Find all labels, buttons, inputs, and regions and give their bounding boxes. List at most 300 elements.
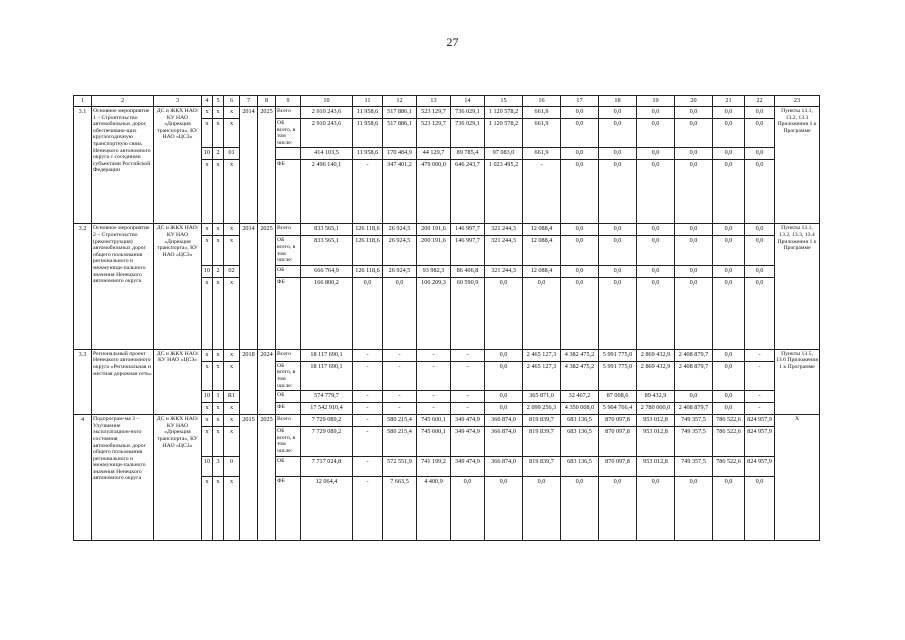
budget-code: x (202, 427, 213, 456)
amount-cell: 321 244,3 (485, 236, 523, 265)
amount-cell: 517 886,1 (383, 119, 417, 148)
amount-cell: 0,0 (451, 476, 485, 540)
amount-cell: 26 924,5 (383, 224, 417, 236)
amount-cell: 0,0 (485, 476, 523, 540)
amount-cell: 2 496 140,1 (301, 160, 353, 224)
budget-code: x (213, 361, 224, 390)
program-reference: Пункты 13.5, 13.6 Приложения 1 к Программе (775, 349, 820, 414)
budget-code: x (202, 415, 213, 427)
amount-cell: 2 099 256,3 (523, 403, 561, 415)
amount-cell: - (523, 160, 561, 224)
amount-cell: 661,9 (523, 119, 561, 148)
amount-cell: 126 118,6 (353, 265, 383, 277)
amount-cell: 2 780 000,0 (637, 403, 675, 415)
amount-cell: 0,0 (599, 265, 637, 277)
amount-cell: 349 474,9 (451, 456, 485, 476)
amount-cell: 2 465 127,3 (523, 349, 561, 361)
header-cell: 21 (713, 96, 745, 107)
amount-cell: 683 136,5 (561, 456, 599, 476)
amount-cell: 870 097,8 (599, 415, 637, 427)
amount-cell: 321 244,3 (485, 265, 523, 277)
amount-cell: 4 400,9 (417, 476, 451, 540)
budget-code: 10 (202, 391, 213, 403)
amount-cell: - (353, 361, 383, 390)
amount-cell: 366 874,0 (485, 415, 523, 427)
amount-cell: 580 215,4 (383, 427, 417, 456)
budget-code: 10 (202, 456, 213, 476)
amount-cell: - (745, 403, 775, 415)
amount-cell: 1 120 578,2 (485, 107, 523, 119)
budget-code: x (202, 160, 213, 224)
budget-code: x (224, 224, 240, 236)
budget-code: x (202, 107, 213, 119)
amount-cell: 126 118,6 (353, 236, 383, 265)
amount-cell: 2 408 879,7 (675, 403, 713, 415)
header-row (74, 96, 820, 107)
amount-cell: 5 991 775,0 (599, 349, 637, 361)
amount-cell: 0,0 (599, 148, 637, 160)
header-cell: 15 (485, 96, 523, 107)
amount-cell: 523 129,7 (417, 119, 451, 148)
amount-cell: 786 522,6 (713, 415, 745, 427)
year-end: 2025 (258, 224, 276, 349)
amount-cell: - (417, 403, 451, 415)
amount-cell: 824 957,9 (745, 456, 775, 476)
amount-cell: 0,0 (713, 391, 745, 403)
program-reference: Пункты 13.1, 13.2, 13.3 Приложения 1 к Программе (775, 107, 820, 224)
budget-code: x (202, 236, 213, 265)
item-number: 3.3 (74, 349, 92, 414)
amount-cell: 0,0 (561, 277, 599, 349)
amount-cell: 0,0 (675, 476, 713, 540)
budget-code: x (213, 403, 224, 415)
budget-code: 2 (213, 265, 224, 277)
amount-cell: 170 484,9 (383, 148, 417, 160)
amount-cell: 0,0 (675, 148, 713, 160)
budget-code: x (213, 107, 224, 119)
header-cell: 17 (561, 96, 599, 107)
amount-cell: 517 886,1 (383, 107, 417, 119)
amount-cell: 166 800,2 (301, 277, 353, 349)
amount-cell: 0,0 (637, 277, 675, 349)
amount-cell: 97 083,0 (485, 148, 523, 160)
amount-cell: 93 982,3 (417, 265, 451, 277)
amount-cell: 0,0 (523, 476, 561, 540)
amount-cell: 580 215,4 (383, 415, 417, 427)
amount-cell: 819 839,7 (523, 427, 561, 456)
table-row (74, 107, 820, 119)
funding-source: ОБ (276, 391, 301, 403)
budget-code: 01 (224, 148, 240, 160)
amount-cell: 0,0 (637, 148, 675, 160)
amount-cell: 953 012,8 (637, 456, 675, 476)
amount-cell: 89 432,9 (637, 391, 675, 403)
amount-cell: - (417, 361, 451, 390)
amount-cell: 749 357,5 (675, 427, 713, 456)
amount-cell: 683 136,5 (561, 415, 599, 427)
amount-cell: 666 764,9 (301, 265, 353, 277)
header-cell: 6 (224, 96, 240, 107)
header-cell: 11 (353, 96, 383, 107)
amount-cell: 661,9 (523, 107, 561, 119)
header-cell: 8 (258, 96, 276, 107)
amount-cell: 0,0 (485, 277, 523, 349)
amount-cell: 953 012,8 (637, 415, 675, 427)
amount-cell: 572 551,9 (383, 456, 417, 476)
amount-cell: 126 118,6 (353, 224, 383, 236)
amount-cell: 0,0 (745, 119, 775, 148)
amount-cell: 12 088,4 (523, 265, 561, 277)
funding-source: ФБ (276, 277, 301, 349)
funding-source: ОБ всего, в том числе: (276, 361, 301, 390)
amount-cell: - (353, 415, 383, 427)
budget-code: x (224, 403, 240, 415)
amount-cell: 0,0 (353, 277, 383, 349)
amount-cell: 0,0 (745, 277, 775, 349)
amount-cell: 0,0 (745, 107, 775, 119)
amount-cell: - (353, 427, 383, 456)
amount-cell: - (417, 349, 451, 361)
amount-cell: 200 191,6 (417, 224, 451, 236)
table-row (74, 415, 820, 427)
budget-code: x (213, 277, 224, 349)
amount-cell: 824 957,9 (745, 415, 775, 427)
amount-cell: 4 382 475,2 (561, 349, 599, 361)
program-reference: Х (775, 415, 820, 540)
amount-cell: 0,0 (383, 277, 417, 349)
header-cell: 14 (451, 96, 485, 107)
amount-cell: 4 350 008,0 (561, 403, 599, 415)
amount-cell: 824 957,9 (745, 427, 775, 456)
amount-cell: - (353, 476, 383, 540)
amount-cell: 0,0 (561, 148, 599, 160)
amount-cell: 0,0 (485, 349, 523, 361)
amount-cell: 0,0 (745, 224, 775, 236)
funding-source: ФБ (276, 476, 301, 540)
budget-code: 1 (213, 391, 224, 403)
amount-cell: 0,0 (713, 148, 745, 160)
year-end: 2025 (258, 415, 276, 540)
budget-code: x (202, 277, 213, 349)
amount-cell: 5 904 766,4 (599, 403, 637, 415)
item-number: 3.2 (74, 224, 92, 349)
item-name: Региональный проект Ненецкого автономного округа «Региональная и местная дорожная сеть» (92, 349, 154, 414)
item-number: 4 (74, 415, 92, 540)
amount-cell: 18 117 690,1 (301, 361, 353, 390)
amount-cell: 0,0 (599, 236, 637, 265)
amount-cell: 365 871,0 (523, 391, 561, 403)
budget-code: x (213, 236, 224, 265)
amount-cell: 86 406,8 (451, 265, 485, 277)
budget-code: x (213, 476, 224, 540)
amount-cell: 0,0 (561, 265, 599, 277)
amount-cell: 0,0 (637, 224, 675, 236)
amount-cell: 12 064,4 (301, 476, 353, 540)
amount-cell: 12 088,4 (523, 224, 561, 236)
amount-cell: - (745, 391, 775, 403)
item-name: Основное мероприятие 2 – Строительство (реконструкция) автомобильных дорог общего пользования регионального и межмуници-пального значения Ненецкого автономного округа (92, 224, 154, 349)
amount-cell: 0,0 (745, 148, 775, 160)
budget-code: 3 (213, 456, 224, 476)
amount-cell: 0,0 (713, 119, 745, 148)
budget-code: x (224, 277, 240, 349)
amount-cell: - (353, 403, 383, 415)
amount-cell: 2 910 243,6 (301, 119, 353, 148)
amount-cell: 749 357,5 (675, 456, 713, 476)
amount-cell: 2 408 879,7 (675, 361, 713, 390)
amount-cell: 11 958,6 (353, 148, 383, 160)
amount-cell: 7 729 089,2 (301, 415, 353, 427)
page-number: 27 (446, 35, 459, 49)
budget-code: x (224, 361, 240, 390)
budget-code: x (213, 119, 224, 148)
amount-cell: 0,0 (713, 107, 745, 119)
amount-cell: 819 839,7 (523, 415, 561, 427)
amount-cell: 574 779,7 (301, 391, 353, 403)
header-cell: 3 (154, 96, 202, 107)
amount-cell: 1 120 578,2 (485, 119, 523, 148)
year-end: 2024 (258, 349, 276, 414)
amount-cell: 819 839,7 (523, 456, 561, 476)
year-start: 2015 (240, 415, 258, 540)
funding-source: ОБ (276, 265, 301, 277)
program-reference: Пункты 13.1, 13.2, 13.3, 13.4 Приложения 1 к Программе (775, 224, 820, 349)
budget-code: x (213, 160, 224, 224)
amount-cell: 7 729 089,2 (301, 427, 353, 456)
header-cell: 16 (523, 96, 561, 107)
amount-cell: 0,0 (713, 160, 745, 224)
header-cell: 18 (599, 96, 637, 107)
budget-code: x (202, 224, 213, 236)
amount-cell: 0,0 (675, 119, 713, 148)
amount-cell: 0,0 (713, 349, 745, 361)
amount-cell: - (451, 349, 485, 361)
amount-cell: 349 474,9 (451, 415, 485, 427)
header-cell: 12 (383, 96, 417, 107)
amount-cell: 0,0 (561, 236, 599, 265)
amount-cell: 0,0 (485, 391, 523, 403)
amount-cell: 870 097,8 (599, 427, 637, 456)
budget-code: x (224, 107, 240, 119)
amount-cell: 26 924,5 (383, 265, 417, 277)
amount-cell: 0,0 (713, 403, 745, 415)
amount-cell: - (353, 349, 383, 361)
amount-cell: 0,0 (745, 265, 775, 277)
amount-cell: 7 663,5 (383, 476, 417, 540)
amount-cell: 414 103,5 (301, 148, 353, 160)
amount-cell: 5 991 775,0 (599, 361, 637, 390)
funding-source: Всего (276, 415, 301, 427)
amount-cell: 200 191,6 (417, 236, 451, 265)
amount-cell: 833 565,1 (301, 224, 353, 236)
amount-cell: 0,0 (675, 160, 713, 224)
amount-cell: - (745, 361, 775, 390)
header-cell: 9 (276, 96, 301, 107)
budget-code: x (213, 415, 224, 427)
amount-cell: 0,0 (637, 107, 675, 119)
amount-cell: 26 924,5 (383, 236, 417, 265)
budget-code: R1 (224, 391, 240, 403)
amount-cell: - (353, 391, 383, 403)
amount-cell: 0,0 (561, 224, 599, 236)
amount-cell: 646 243,7 (451, 160, 485, 224)
amount-cell: 0,0 (637, 476, 675, 540)
funding-source: ФБ (276, 403, 301, 415)
amount-cell: 0,0 (637, 265, 675, 277)
amount-cell: 0,0 (675, 224, 713, 236)
budget-code: x (213, 349, 224, 361)
amount-cell: 0,0 (713, 265, 745, 277)
amount-cell: 0,0 (599, 224, 637, 236)
funding-source (276, 148, 301, 160)
amount-cell: 12 088,4 (523, 236, 561, 265)
amount-cell: 366 874,0 (485, 456, 523, 476)
amount-cell: 736 029,1 (451, 107, 485, 119)
budget-code: 0 (224, 456, 240, 476)
amount-cell: 0,0 (637, 236, 675, 265)
amount-cell: 0,0 (713, 224, 745, 236)
table-row (74, 224, 820, 236)
amount-cell: 2 869 432,9 (637, 349, 675, 361)
budget-code: 10 (202, 148, 213, 160)
amount-cell: 89 785,4 (451, 148, 485, 160)
amount-cell: - (451, 361, 485, 390)
header-cell: 23 (775, 96, 820, 107)
amount-cell: 17 542 910,4 (301, 403, 353, 415)
budget-code: x (224, 476, 240, 540)
amount-cell: 347 401,2 (383, 160, 417, 224)
amount-cell: 0,0 (745, 160, 775, 224)
amount-cell: 0,0 (675, 236, 713, 265)
amount-cell: 0,0 (713, 277, 745, 349)
amount-cell: 349 474,9 (451, 427, 485, 456)
amount-cell: 0,0 (675, 107, 713, 119)
amount-cell: 786 522,6 (713, 456, 745, 476)
funding-source: ОБ всего, в том числе: (276, 236, 301, 265)
amount-cell: 745 600,1 (417, 427, 451, 456)
amount-cell: 786 522,6 (713, 427, 745, 456)
amount-cell: 106 209,3 (417, 277, 451, 349)
amount-cell: 0,0 (561, 476, 599, 540)
budget-table (73, 95, 820, 541)
amount-cell: 366 874,0 (485, 427, 523, 456)
budget-code: x (224, 415, 240, 427)
amount-cell: 661,9 (523, 148, 561, 160)
amount-cell: - (451, 403, 485, 415)
amount-cell: 0,0 (599, 277, 637, 349)
amount-cell: 953 012,8 (637, 427, 675, 456)
amount-cell: 0,0 (599, 160, 637, 224)
amount-cell: 1 023 495,2 (485, 160, 523, 224)
amount-cell: 523 129,7 (417, 107, 451, 119)
year-end: 2025 (258, 107, 276, 224)
item-executor: ДС и ЖКХ НАО/ КУ НАО «ЦСЗ» (154, 349, 202, 414)
funding-source: Всего (276, 107, 301, 119)
amount-cell: - (383, 349, 417, 361)
budget-code: x (202, 476, 213, 540)
item-executor: ДС и ЖКХ НАО/ КУ НАО «Дирекция транспорта», КУ НАО «ЦСЗ» (154, 415, 202, 540)
budget-code: 02 (224, 265, 240, 277)
header-cell: 5 (213, 96, 224, 107)
amount-cell: 0,0 (523, 277, 561, 349)
amount-cell: - (353, 160, 383, 224)
amount-cell: 0,0 (713, 236, 745, 265)
amount-cell: 0,0 (637, 119, 675, 148)
amount-cell: 18 117 690,1 (301, 349, 353, 361)
amount-cell: 0,0 (561, 119, 599, 148)
amount-cell: 60 590,9 (451, 277, 485, 349)
budget-code: x (224, 427, 240, 456)
amount-cell: 87 008,6 (599, 391, 637, 403)
budget-code: x (213, 224, 224, 236)
amount-cell: 0,0 (675, 391, 713, 403)
amount-cell: 2 869 432,9 (637, 361, 675, 390)
year-start: 2014 (240, 224, 258, 349)
amount-cell: 44 129,7 (417, 148, 451, 160)
budget-code: x (202, 361, 213, 390)
amount-cell: 2 910 243,6 (301, 107, 353, 119)
header-cell: 2 (92, 96, 154, 107)
amount-cell: 2 465 127,3 (523, 361, 561, 390)
amount-cell: 0,0 (561, 160, 599, 224)
header-cell: 19 (637, 96, 675, 107)
header-cell: 20 (675, 96, 713, 107)
amount-cell: - (383, 403, 417, 415)
amount-cell: 683 136,5 (561, 427, 599, 456)
item-number: 3.1 (74, 107, 92, 224)
amount-cell: 146 997,7 (451, 224, 485, 236)
amount-cell: 32 467,2 (561, 391, 599, 403)
year-start: 2014 (240, 107, 258, 224)
header-cell: 22 (745, 96, 775, 107)
amount-cell: 4 382 475,2 (561, 361, 599, 390)
amount-cell: - (383, 391, 417, 403)
amount-cell: - (383, 361, 417, 390)
amount-cell: 0,0 (599, 119, 637, 148)
budget-code: x (224, 160, 240, 224)
budget-code: x (224, 236, 240, 265)
amount-cell: 749 357,5 (675, 415, 713, 427)
amount-cell: 7 717 024,8 (301, 456, 353, 476)
item-executor: ДС и ЖКХ НАО/ КУ НАО «Дирекция транспорта», КУ НАО «ЦСЗ» (154, 107, 202, 224)
header-cell: 1 (74, 96, 92, 107)
funding-source: Всего (276, 224, 301, 236)
budget-code: x (213, 427, 224, 456)
amount-cell: 0,0 (713, 361, 745, 390)
header-cell: 7 (240, 96, 258, 107)
amount-cell: 736 029,1 (451, 119, 485, 148)
amount-cell: 745 600,1 (417, 415, 451, 427)
amount-cell: - (353, 456, 383, 476)
amount-cell: 0,0 (713, 476, 745, 540)
amount-cell: 833 565,1 (301, 236, 353, 265)
item-name: Основное мероприятие 1 – Строительство автомобильных дорог, обеспечиваю-щих круглогодичную транспортную связь Ненецкого автономного округа с соседними субъектами Российской Федерации (92, 107, 154, 224)
budget-code: x (224, 349, 240, 361)
table-row (74, 349, 820, 361)
header-cell: 10 (301, 96, 353, 107)
amount-cell: 11 958,6 (353, 107, 383, 119)
amount-cell: 0,0 (485, 403, 523, 415)
amount-cell: 146 997,7 (451, 236, 485, 265)
funding-source: ФБ (276, 160, 301, 224)
amount-cell: - (745, 349, 775, 361)
amount-cell: 0,0 (561, 107, 599, 119)
amount-cell: 0,0 (675, 265, 713, 277)
amount-cell: 0,0 (485, 361, 523, 390)
amount-cell: 0,0 (599, 476, 637, 540)
budget-code: 2 (213, 148, 224, 160)
funding-source: Всего (276, 349, 301, 361)
